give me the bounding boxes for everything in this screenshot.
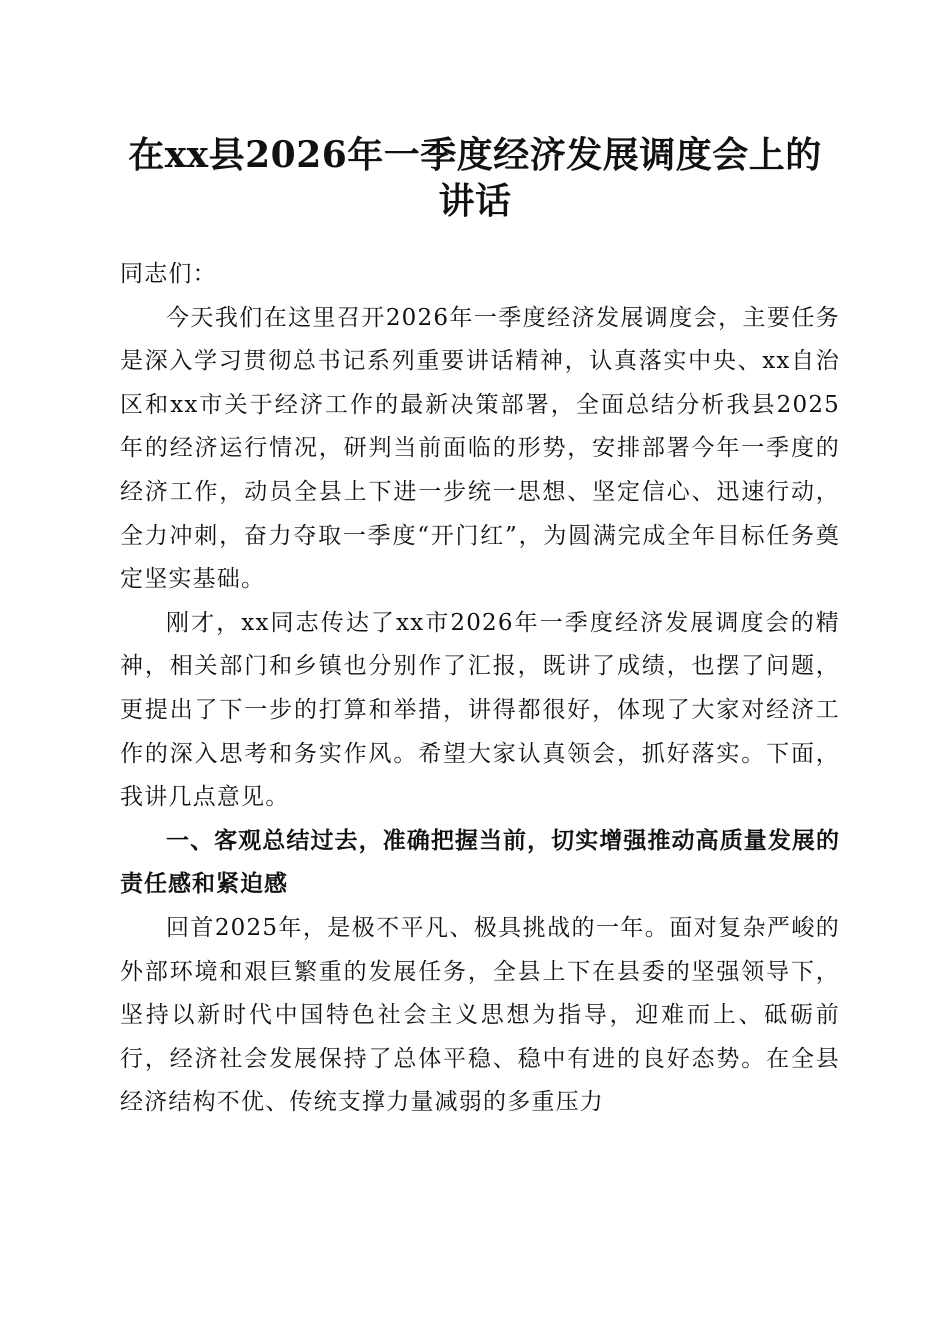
paragraph-opening: 今天我们在这里召开2026年一季度经济发展调度会，主要任务是深入学习贯彻总书记系列重要讲话精神，认真落实中央、xx自治区和xx市关于经济工作的最新决策部署，全面总结分析我县2025年的经济运行情况，研判当前面临的形势，安排部署今年一季度的经济工作，动员全县上下进一步统一思想、坚定信心、迅速行动，全力冲刺，奋力夺取一季度“开门红”，为圆满完成全年目标任务奠定坚实基础。 [120, 304, 840, 593]
paragraph-reports: 刚才，xx同志传达了xx市2026年一季度经济发展调度会的精神，相关部门和乡镇也分别作了汇报，既讲了成绩，也摆了问题，更提出了下一步的打算和举措，讲得都很好，体现了大家对经济工作的深入思考和务实作风。希望大家认真领会，抓好落实。下面，我讲几点意见。 [120, 609, 840, 811]
paragraph-review: 回首2025年，是极不平凡、极具挑战的一年。面对复杂严峻的外部环境和艰巨繁重的发展任务，全县上下在县委的坚强领导下，坚持以新时代中国特色社会主义思想为指导，迎难而上、砥砺前行，经济社会发展保持了总体平稳、稳中有进的良好态势。在全县经济结构不优、传统支撑力量减弱的多重压力 [120, 914, 840, 1116]
document-body [120, 253, 840, 1125]
section-heading: 一、客观总结过去，准确把握当前，切实增强推动高质量发展的责任感和紧迫感 [120, 827, 840, 898]
salutation: 同志们： [120, 261, 217, 287]
document-title: 在xx县2026年一季度经济发展调度会上的讲话 [128, 134, 822, 222]
